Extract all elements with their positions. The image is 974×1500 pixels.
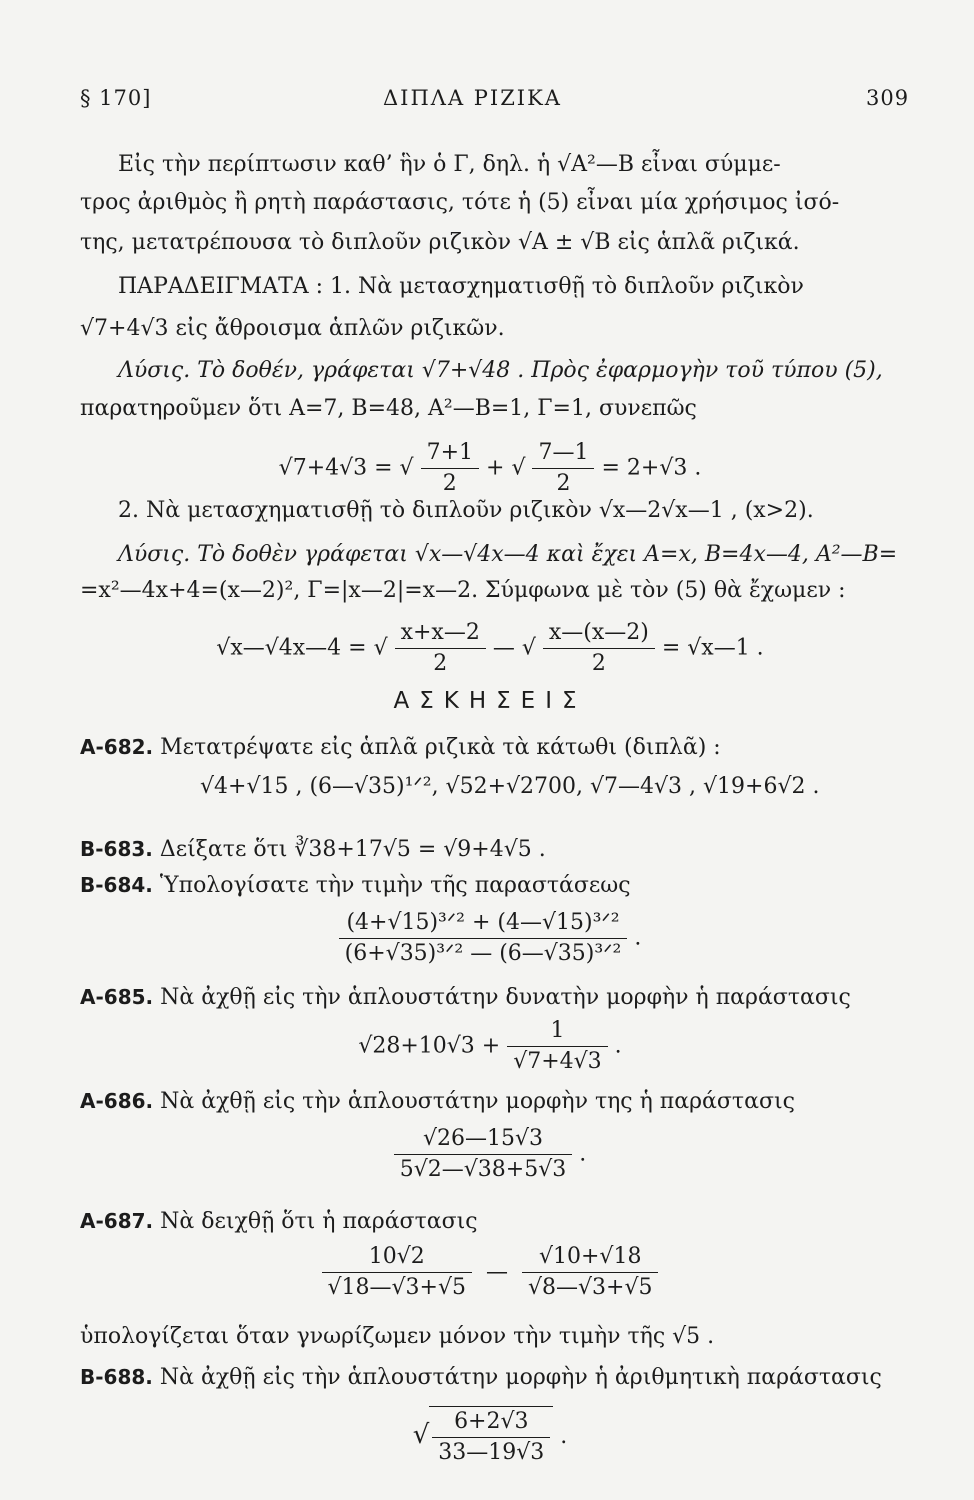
a687-tag: A-687. bbox=[80, 1209, 154, 1233]
exercise-a682 bbox=[80, 732, 900, 763]
b684-tag: B-684. bbox=[80, 873, 153, 897]
a682-text: Μετατρέψατε εἰς ἁπλᾶ ριζικὰ τὰ κάτωθι (διπλᾶ) : bbox=[160, 735, 721, 760]
b688-text: Νὰ ἀχθῇ εἰς τὴν ἁπλουστάτην μορφὴν ἡ ἀριθμητικὴ παράστασις bbox=[159, 1365, 882, 1390]
b683-text: Δείξατε ὅτι ∛38+17√5 = √9+4√5 . bbox=[159, 837, 546, 862]
eq2-den-1: 2 bbox=[433, 651, 448, 676]
a687-den-2: √8—√3+√5 bbox=[527, 1275, 653, 1300]
a685-fraction bbox=[507, 1016, 607, 1077]
b688-fraction bbox=[429, 1406, 553, 1468]
a687-fraction-1 bbox=[322, 1242, 472, 1303]
b684-num: (4+√15)³ᐟ² + (4—√15)³ᐟ² bbox=[339, 908, 628, 939]
eq2-rhs: = √x—1 . bbox=[661, 635, 764, 661]
a682-items: √4+√15 , (6—√35)¹ᐟ², √52+√2700, √7—4√3 , √19+6√2 . bbox=[200, 774, 820, 799]
eq1-fraction-2 bbox=[532, 438, 594, 499]
a685-num: 1 bbox=[507, 1016, 607, 1047]
a686-text: Νὰ ἀχθῇ εἰς τὴν ἁπλουστάτην μορφὴν της ἡ παράστασις bbox=[160, 1089, 795, 1114]
eq1-rhs: = 2+√3 . bbox=[601, 455, 702, 481]
a685-text: Νὰ ἀχθῇ εἰς τὴν ἁπλουστάτην δυνατὴν μορφὴν ἡ παράστασις bbox=[160, 985, 851, 1010]
example-2-equation bbox=[80, 618, 900, 679]
intro-line-1: Εἰς τὴν περίπτωσιν καθ’ ἣν ὁ Γ, δηλ. ἡ √A²—B εἶναι σύμμε- bbox=[118, 152, 781, 177]
b688-den: 33—19√3 bbox=[438, 1440, 545, 1465]
eq2-num-2: x—(x—2) bbox=[543, 618, 655, 649]
example-1-solution-2: παρατηροῦμεν ὅτι Α=7, Β=48, Α²—Β=1, Γ=1, συνεπῶς bbox=[80, 396, 697, 421]
b683-tag: B-683. bbox=[80, 837, 153, 861]
a687-den-1: √18—√3+√5 bbox=[327, 1275, 466, 1300]
example-2-solution-1: Λύσις. Τὸ δοθὲν γράφεται √x—√4x—4 καὶ ἔχει Α=x, Β=4x—4, Α²—Β= bbox=[118, 542, 898, 567]
eq2-mid: — √ bbox=[492, 635, 536, 661]
exercise-a687 bbox=[80, 1206, 900, 1237]
a685-tag: A-685. bbox=[80, 985, 154, 1009]
b684-den: (6+√35)³ᐟ² — (6—√35)³ᐟ² bbox=[344, 941, 622, 966]
a687-fraction-2 bbox=[522, 1242, 658, 1303]
eq2-fraction-2 bbox=[543, 618, 655, 679]
b688-tag: B-688. bbox=[80, 1365, 153, 1389]
intro-line-2: τρος ἀριθμὸς ἢ ρητὴ παράστασις, τότε ἡ (5) εἶναι μία χρήσιμος ἰσό- bbox=[80, 190, 840, 215]
page-title: ΔΙΠΛΑ ΡΙΖΙΚΑ bbox=[383, 86, 562, 110]
a687-after: ὑπολογίζεται ὅταν γνωρίζωμεν μόνον τὴν τιμὴν τῆς √5 . bbox=[80, 1324, 715, 1349]
eq1-den-1: 2 bbox=[442, 471, 457, 496]
a685-lhs: √28+10√3 + bbox=[358, 1033, 501, 1059]
b684-fraction bbox=[339, 908, 628, 969]
exercise-b683 bbox=[80, 834, 900, 865]
example-1-equation bbox=[80, 438, 900, 499]
a687-expression: $\frac{10√2}{√18—√3+√5}$ — $\frac{√10+√18}{√8—√3+√5}$ bbox=[80, 1242, 900, 1303]
eq2-lhs: √x—√4x—4 = √ bbox=[216, 635, 388, 661]
eq1-num-2: 7—1 bbox=[532, 438, 594, 469]
example-1-title: ΠΑΡΑΔΕΙΓΜΑΤΑ : 1. Νὰ μετασχηματισθῇ τὸ διπλοῦν ριζικὸν bbox=[118, 274, 804, 299]
eq2-num-1: x+x—2 bbox=[395, 618, 486, 649]
b684-expression: $\frac{\text{(4+√15)³ᐟ² + (4—√15)³ᐟ²}}{\text{(6+√35)³ᐟ² — (6—√35)³ᐟ²}}$ . bbox=[80, 908, 900, 969]
example-1-line-2: √7+4√3 εἰς ἄθροισμα ἁπλῶν ριζικῶν. bbox=[80, 316, 505, 341]
example-2-solution-2: =x²—4x+4=(x—2)², Γ=|x—2|=x—2. Σύμφωνα μὲ τὸν (5) θὰ ἔχωμεν : bbox=[80, 578, 846, 603]
a686-tag: A-686. bbox=[80, 1089, 154, 1113]
radical-sign-icon: √ bbox=[412, 1420, 430, 1450]
eq1-den-2: 2 bbox=[556, 471, 571, 496]
exercises-heading: ΑΣΚΗΣΕΙΣ bbox=[393, 688, 587, 714]
eq2-den-2: 2 bbox=[591, 651, 606, 676]
exercise-b684 bbox=[80, 870, 900, 901]
a686-expression: $\frac{√26—15√3}{5√2—√38+5√3}$ . bbox=[80, 1124, 900, 1185]
intro-line-3: της, μετατρέπουσα τὸ διπλοῦν ριζικὸν √A ± √B εἰς ἁπλᾶ ριζικά. bbox=[80, 230, 800, 255]
eq2-fraction-1 bbox=[395, 618, 486, 679]
section-number: § 170] bbox=[80, 86, 152, 110]
b688-expression: √ $\frac{6+2√3}{33—19√3}$ . bbox=[80, 1406, 900, 1468]
eq1-num-1: 7+1 bbox=[421, 438, 479, 469]
b688-num: 6+2√3 bbox=[432, 1407, 550, 1438]
exercise-b688 bbox=[80, 1362, 900, 1393]
a685-expression: √28+10√3 + $\frac{1}{√7+4√3}$ . bbox=[80, 1016, 900, 1077]
example-2-title: 2. Νὰ μετασχηματισθῇ τὸ διπλοῦν ριζικὸν √x—2√x—1 , (x>2). bbox=[118, 498, 814, 523]
a687-num-1: 10√2 bbox=[322, 1242, 472, 1273]
a687-text: Νὰ δειχθῇ ὅτι ἡ παράστασις bbox=[160, 1209, 478, 1234]
a686-fraction bbox=[394, 1124, 572, 1185]
example-1-solution-1: Λύσις. Τὸ δοθέν, γράφεται √7+√48 . Πρὸς ἐφαρμογὴν τοῦ τύπου (5), bbox=[118, 358, 883, 383]
eq1-mid: + √ bbox=[486, 455, 526, 481]
a687-num-2: √10+√18 bbox=[522, 1242, 658, 1273]
exercise-a686 bbox=[80, 1086, 900, 1117]
a686-num: √26—15√3 bbox=[394, 1124, 572, 1155]
a682-tag: A-682. bbox=[80, 735, 154, 759]
a686-den: 5√2—√38+5√3 bbox=[399, 1157, 567, 1182]
eq1-lhs: √7+4√3 = √ bbox=[278, 455, 414, 481]
a685-den: √7+4√3 bbox=[513, 1049, 602, 1074]
b684-text: Ὑπολογίσατε τὴν τιμὴν τῆς παραστάσεως bbox=[159, 873, 631, 898]
exercise-a685 bbox=[80, 982, 900, 1013]
eq1-fraction-1 bbox=[421, 438, 479, 499]
page-number: 309 bbox=[866, 86, 910, 110]
